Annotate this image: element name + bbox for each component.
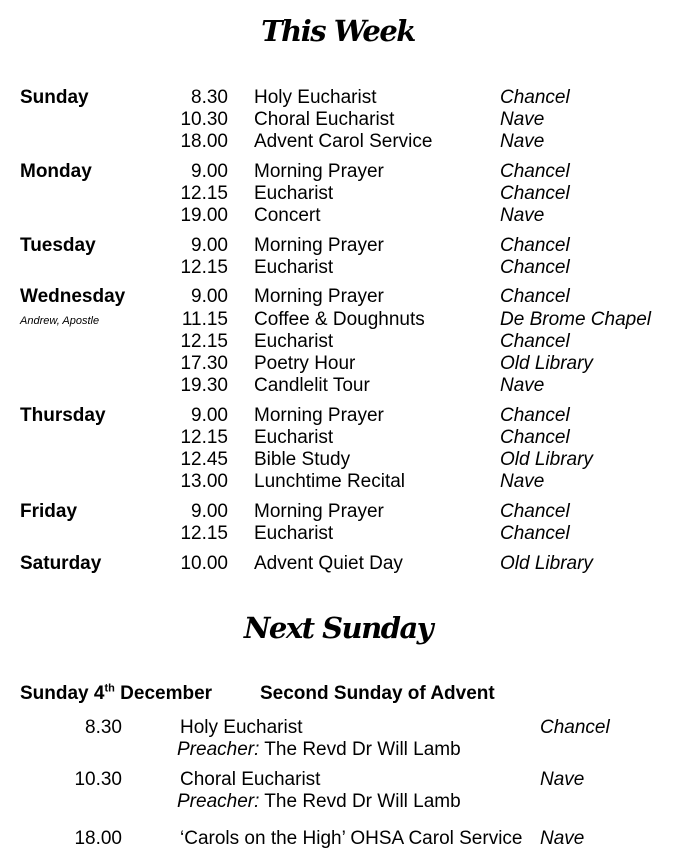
date-ordinal: th [104,682,115,695]
event-time: 18.00 [180,131,228,152]
event-name: Coffee & Doughnuts [254,309,425,330]
event-location: Chancel [500,235,570,256]
service-name: ‘Carols on the High’ OHSA Carol Service [180,828,523,849]
event-name: Advent Carol Service [254,131,433,152]
service-location: Chancel [540,717,610,738]
service-time: 8.30 [85,717,122,738]
event-time: 13.00 [180,471,228,492]
day-label: Wednesday [20,286,126,307]
feast-note: Andrew, Apostle [20,315,100,327]
day-label: Saturday [20,553,102,574]
event-time: 12.45 [180,449,228,470]
event-name: Eucharist [254,257,334,278]
event-name: Morning Prayer [254,286,384,307]
next-sunday-occasion: Second Sunday of Advent [260,683,495,704]
service-name: Holy Eucharist [180,717,303,738]
next-sunday-heading: Next Sunday [243,611,433,645]
event-time: 12.15 [180,523,228,544]
event-time: 17.30 [180,353,228,374]
event-location: Chancel [500,501,570,522]
next-sunday-date [20,683,212,705]
event-location: Chancel [500,523,570,544]
event-name: Choral Eucharist [254,109,395,130]
preacher-line [177,739,461,761]
service-time: 10.30 [74,769,122,790]
event-time: 10.00 [180,553,228,574]
service-location: Nave [540,769,585,790]
event-name: Lunchtime Recital [254,471,406,492]
event-time: 9.00 [191,286,228,307]
event-location: Nave [500,471,545,492]
event-time: 8.30 [191,87,228,108]
event-name: Bible Study [254,449,351,470]
event-time: 12.15 [180,427,228,448]
event-location: Nave [500,109,545,130]
preacher-line [177,791,461,813]
date-suffix: December [114,683,213,704]
event-name: Morning Prayer [254,501,384,522]
event-name: Morning Prayer [254,161,384,182]
day-label: Sunday [20,87,89,108]
event-location: Old Library [500,449,593,470]
event-name: Advent Quiet Day [254,553,403,574]
event-time: 19.00 [180,205,228,226]
event-name: Holy Eucharist [254,87,377,108]
event-name: Poetry Hour [254,353,356,374]
preacher-label: Preacher: [177,739,260,760]
this-week-heading: This Week [261,14,415,48]
event-location: Nave [500,205,545,226]
event-location: De Brome Chapel [500,309,652,330]
date-prefix: Sunday 4 [20,683,105,704]
event-location: Nave [500,131,545,152]
preacher-label: Preacher: [177,791,260,812]
event-location: Chancel [500,427,570,448]
event-name: Eucharist [254,427,334,448]
event-time: 9.00 [191,161,228,182]
day-label: Friday [20,501,78,522]
event-time: 11.15 [181,309,228,330]
event-location: Chancel [500,183,570,204]
event-name: Eucharist [254,183,334,204]
event-location: Chancel [500,87,570,108]
event-name: Eucharist [254,331,334,352]
event-location: Old Library [500,553,593,574]
event-location: Old Library [500,353,593,374]
event-location: Chancel [500,405,570,426]
event-name: Concert [254,205,321,226]
event-location: Nave [500,375,545,396]
day-label: Tuesday [20,235,96,256]
service-location: Nave [540,828,585,849]
event-time: 12.15 [180,183,228,204]
service-time: 18.00 [74,828,122,849]
day-label: Monday [20,161,92,182]
event-location: Chancel [500,286,570,307]
event-time: 9.00 [191,501,228,522]
event-name: Morning Prayer [254,405,384,426]
event-location: Chancel [500,331,570,352]
event-time: 12.15 [180,257,228,278]
preacher-name: The Revd Dr Will Lamb [259,739,461,760]
event-time: 9.00 [191,235,228,256]
event-time: 10.30 [180,109,228,130]
event-time: 9.00 [191,405,228,426]
service-name: Choral Eucharist [180,769,321,790]
event-name: Eucharist [254,523,334,544]
event-time: 19.30 [180,375,228,396]
event-location: Chancel [500,257,570,278]
event-name: Morning Prayer [254,235,384,256]
preacher-name: The Revd Dr Will Lamb [259,791,461,812]
event-location: Chancel [500,161,570,182]
event-name: Candlelit Tour [254,375,370,396]
day-label: Thursday [20,405,106,426]
event-time: 12.15 [180,331,228,352]
